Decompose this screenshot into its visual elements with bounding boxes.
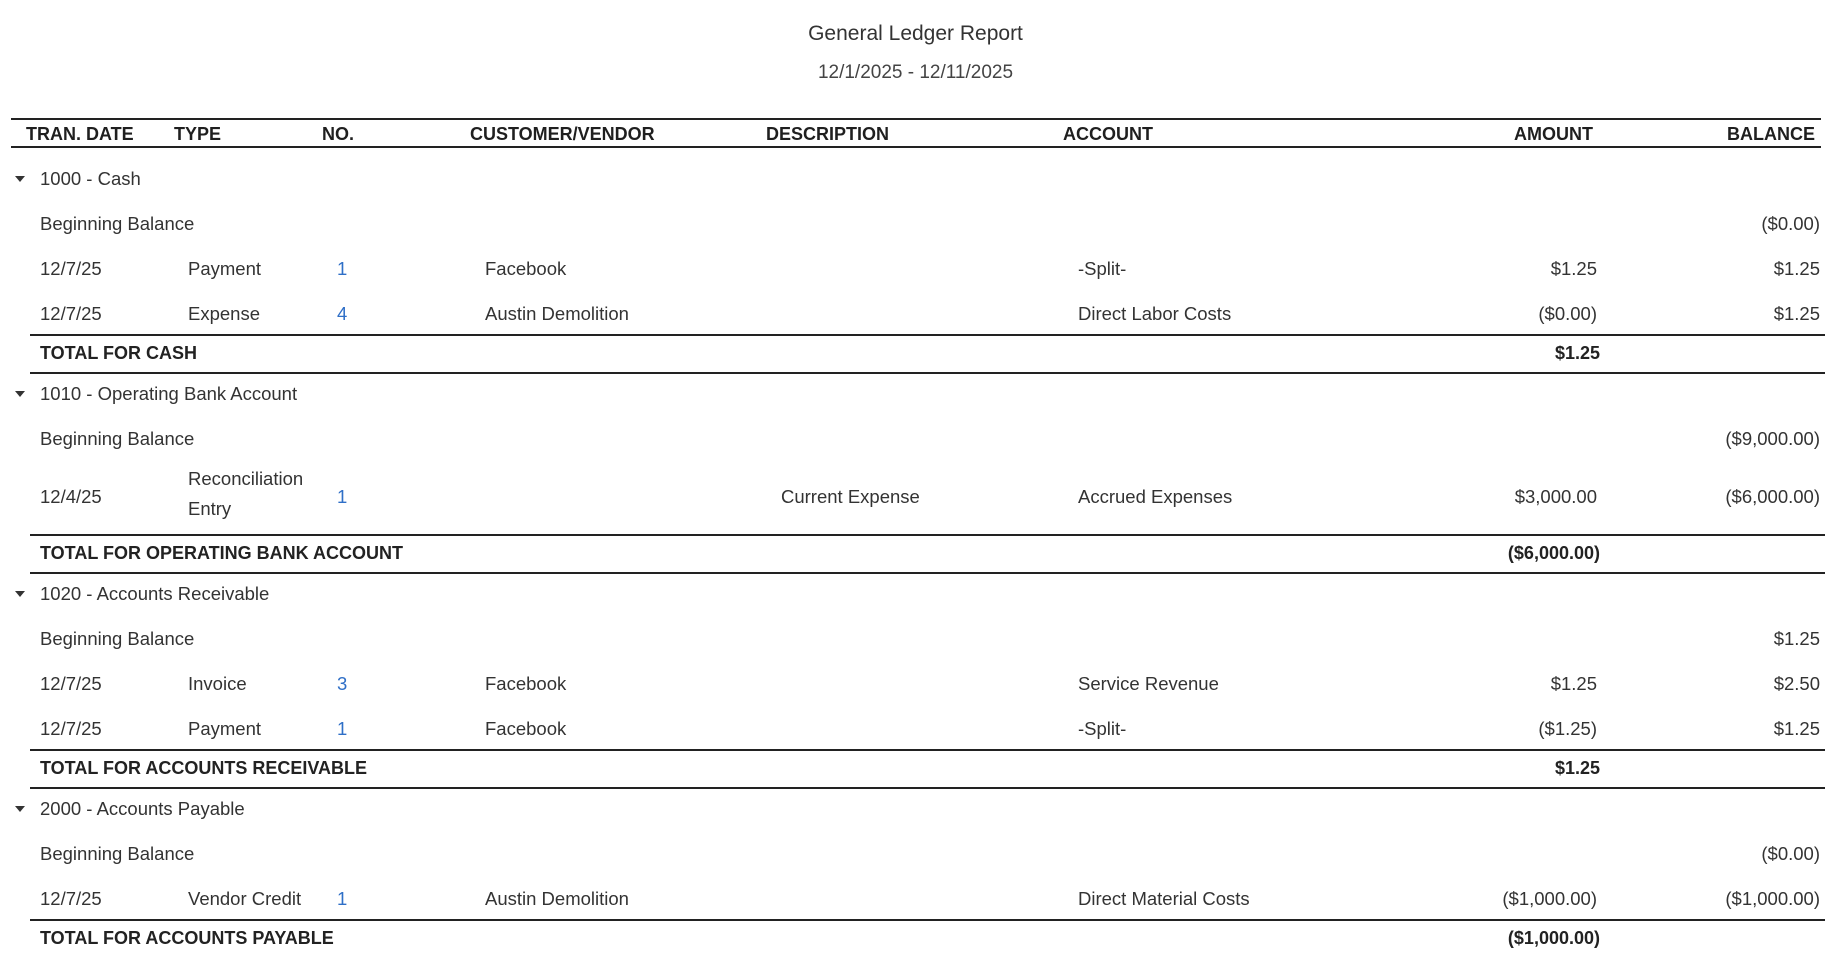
tran-balance: $2.50: [1773, 673, 1820, 694]
account-group-title: 1010 - Operating Bank Account: [40, 383, 298, 404]
tran-date: 12/7/25: [40, 718, 102, 739]
tran-number-link[interactable]: 1: [337, 258, 348, 279]
beginning-balance-value: ($0.00): [1761, 843, 1820, 864]
tran-amount: ($1.25): [1538, 718, 1597, 739]
tran-account: -Split-: [1078, 258, 1127, 279]
tran-amount: $1.25: [1550, 258, 1597, 279]
account-group-header: [0, 571, 1831, 616]
column-header-row: [11, 118, 1821, 148]
col-header-customer-vendor[interactable]: CUSTOMER/VENDOR: [470, 124, 655, 144]
beginning-balance-value: ($9,000.00): [1725, 428, 1820, 449]
tran-customer: Facebook: [485, 673, 567, 694]
tran-customer: Austin Demolition: [485, 303, 629, 324]
total-label: TOTAL FOR CASH: [40, 343, 197, 363]
total-amount: ($6,000.00): [1507, 543, 1600, 563]
tran-amount: $3,000.00: [1514, 486, 1597, 507]
tran-customer: Facebook: [485, 258, 567, 279]
tran-date: 12/7/25: [40, 888, 102, 909]
report-title: General Ledger Report: [808, 22, 1023, 45]
beginning-balance-row: [0, 416, 1831, 461]
tran-amount: $1.25: [1550, 673, 1597, 694]
transaction-row: [0, 661, 1831, 706]
beginning-balance-row: [0, 616, 1831, 661]
section-total-row: [30, 334, 1825, 374]
tran-type: Payment: [188, 258, 262, 279]
total-label: TOTAL FOR OPERATING BANK ACCOUNT: [40, 543, 403, 563]
tran-date: 12/7/25: [40, 673, 102, 694]
tran-account: Direct Labor Costs: [1078, 303, 1232, 324]
collapse-caret-icon[interactable]: [15, 591, 25, 597]
col-header-type[interactable]: TYPE: [174, 124, 222, 144]
tran-type: Vendor Credit: [188, 888, 302, 909]
col-header-no[interactable]: NO.: [322, 124, 355, 144]
total-amount: $1.25: [1554, 343, 1600, 363]
beginning-balance-value: ($0.00): [1761, 213, 1820, 234]
tran-customer: Facebook: [485, 718, 567, 739]
tran-account: -Split-: [1078, 718, 1127, 739]
transaction-row: [0, 876, 1831, 921]
account-group-header: [0, 156, 1831, 201]
col-header-balance[interactable]: BALANCE: [1727, 124, 1815, 144]
tran-amount: ($1,000.00): [1502, 888, 1597, 909]
tran-balance: $1.25: [1773, 258, 1820, 279]
collapse-caret-icon[interactable]: [15, 176, 25, 182]
section-total-row: [30, 534, 1825, 574]
col-header-description[interactable]: DESCRIPTION: [766, 124, 890, 144]
tran-number-link[interactable]: 3: [337, 673, 348, 694]
tran-date: 12/4/25: [40, 486, 102, 507]
tran-balance: ($6,000.00): [1725, 486, 1820, 507]
beginning-balance-row: [0, 201, 1831, 246]
total-label: TOTAL FOR ACCOUNTS RECEIVABLE: [40, 758, 368, 778]
tran-description: Current Expense: [781, 486, 920, 507]
tran-type: Expense: [188, 303, 260, 324]
tran-number-link[interactable]: 4: [337, 303, 348, 324]
tran-number-link[interactable]: 1: [337, 486, 348, 507]
account-group-header: [0, 786, 1831, 831]
transaction-row: [0, 246, 1831, 291]
tran-balance: ($1,000.00): [1725, 888, 1820, 909]
transaction-row: [0, 466, 1831, 532]
report-date-range: 12/1/2025 - 12/11/2025: [817, 62, 1014, 83]
transaction-row: [0, 706, 1831, 751]
col-header-amount[interactable]: AMOUNT: [1514, 124, 1593, 144]
tran-account: Accrued Expenses: [1078, 486, 1233, 507]
transaction-row: [0, 291, 1831, 336]
tran-type: Reconciliation Entry: [188, 468, 304, 519]
collapse-caret-icon[interactable]: [15, 391, 25, 397]
beginning-balance-row: [0, 831, 1831, 876]
tran-type: Payment: [188, 718, 262, 739]
section-total-row: [30, 919, 1825, 954]
collapse-caret-icon[interactable]: [15, 806, 25, 812]
tran-type: Invoice: [188, 673, 247, 694]
tran-account: Direct Material Costs: [1078, 888, 1250, 909]
total-label: TOTAL FOR ACCOUNTS PAYABLE: [40, 928, 334, 948]
account-group-title: 1000 - Cash: [40, 168, 141, 189]
tran-number-link[interactable]: 1: [337, 888, 348, 909]
tran-customer: Austin Demolition: [485, 888, 629, 909]
tran-balance: $1.25: [1773, 303, 1820, 324]
beginning-balance-label: Beginning Balance: [40, 213, 195, 234]
tran-date: 12/7/25: [40, 303, 102, 324]
beginning-balance-value: $1.25: [1773, 628, 1820, 649]
col-header-tran-date[interactable]: TRAN. DATE: [26, 124, 134, 144]
section-total-row: [30, 749, 1825, 789]
account-group-header: [0, 371, 1831, 416]
beginning-balance-label: Beginning Balance: [40, 428, 195, 449]
tran-amount: ($0.00): [1538, 303, 1597, 324]
account-group-title: 2000 - Accounts Payable: [40, 798, 245, 819]
tran-account: Service Revenue: [1078, 673, 1219, 694]
tran-date: 12/7/25: [40, 258, 102, 279]
total-amount: ($1,000.00): [1507, 928, 1600, 948]
beginning-balance-label: Beginning Balance: [40, 843, 195, 864]
tran-balance: $1.25: [1773, 718, 1820, 739]
account-group-title: 1020 - Accounts Receivable: [40, 583, 270, 604]
beginning-balance-label: Beginning Balance: [40, 628, 195, 649]
tran-number-link[interactable]: 1: [337, 718, 348, 739]
col-header-account[interactable]: ACCOUNT: [1063, 124, 1153, 144]
total-amount: $1.25: [1554, 758, 1600, 778]
